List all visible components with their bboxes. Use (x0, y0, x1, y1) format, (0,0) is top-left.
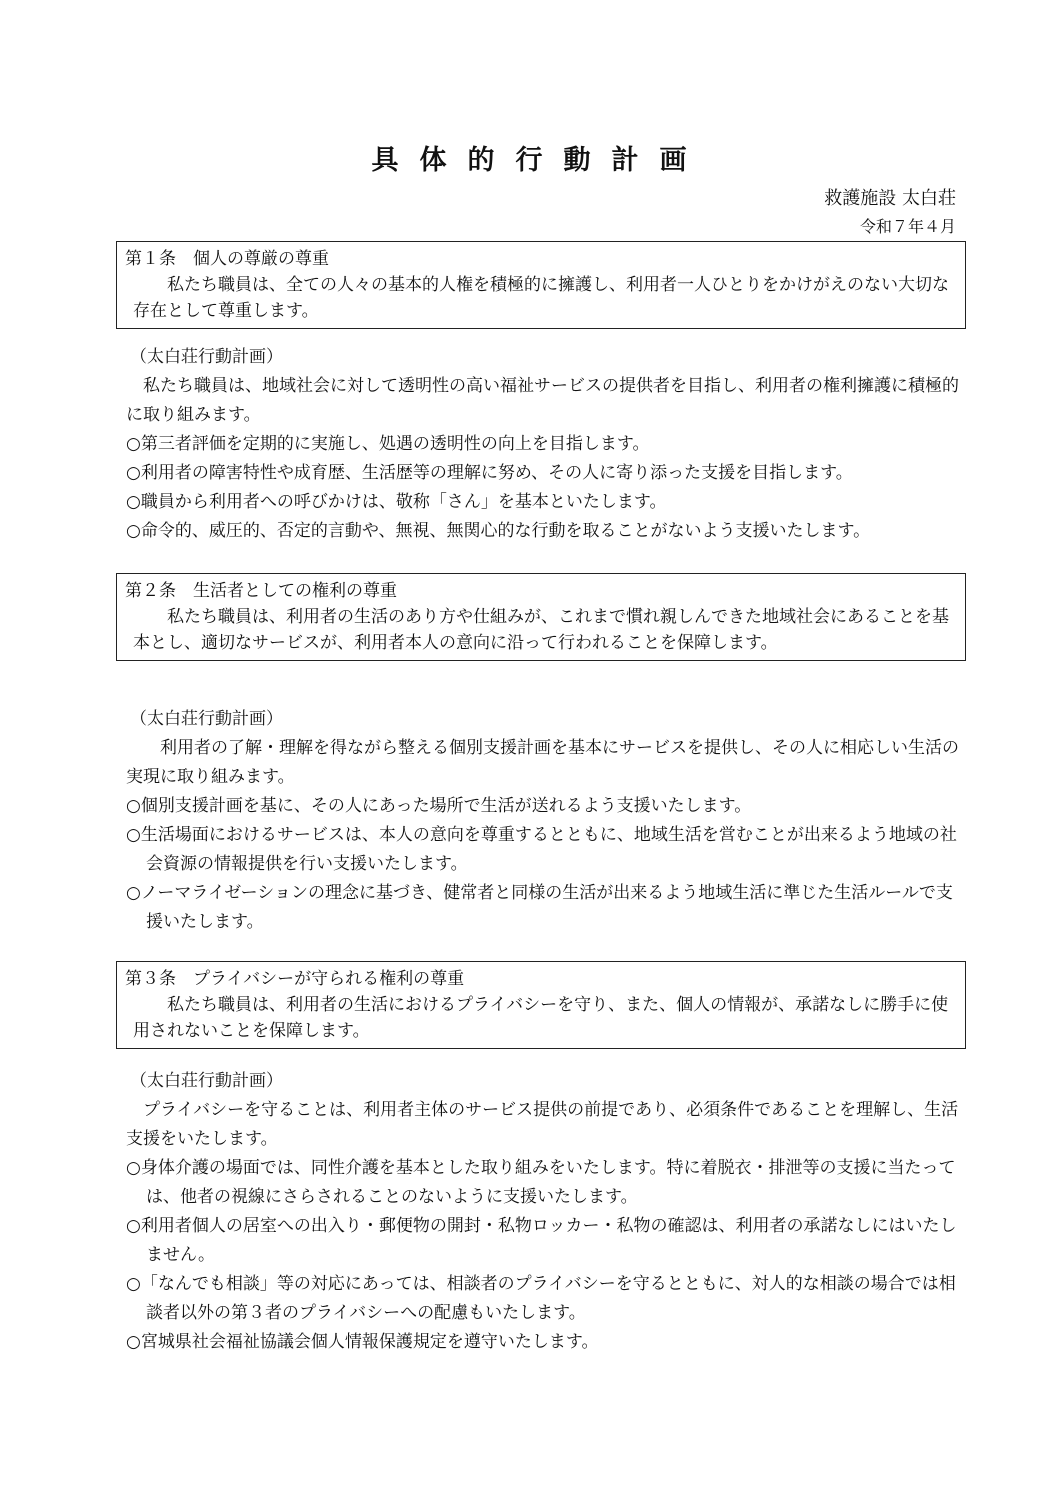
article-title: 第１条 個人の尊厳の尊重 (125, 249, 329, 269)
plan-2 (126, 705, 966, 937)
article-3-box (116, 961, 966, 1049)
plan-3 (126, 1067, 966, 1357)
plan-bullet: ○宮城県社会福祉協議会個人情報保護規定を遵守いたします。 (126, 1332, 599, 1352)
plan-bullet: ○命令的、威圧的、否定的言動や、無視、無関心的な行動を取ることがないよう支援いたします。 (126, 521, 871, 541)
article-body: 私たち職員は、利用者の生活のあり方や仕組みが、これまで慣れ親しんできた地域社会にあることを基本とし、適切なサービスが、利用者本人の意向に沿って行われることを保障します。 (133, 607, 949, 653)
plan-heading: （太白荘行動計画） (130, 1071, 283, 1091)
article-1-box (116, 241, 966, 329)
plan-bullet: ○ノーマライゼーションの理念に基づき、健常者と同様の生活が出来るよう地域生活に準じた生活ルールで支援いたします。 (126, 883, 953, 932)
article-2-box (116, 573, 966, 661)
plan-bullet: ○利用者の障害特性や成育歴、生活歴等の理解に努め、その人に寄り添った支援を目指します。 (126, 463, 853, 483)
plan-bullet: ○職員から利用者への呼びかけは、敬称「さん」を基本といたします。 (126, 492, 667, 512)
organization-name: 救護施設 太白荘 (824, 188, 956, 209)
plan-bullet: ○利用者個人の居室への出入り・郵便物の開封・私物ロッカー・私物の確認は、利用者の承諾なしにはいたしません。 (126, 1216, 957, 1265)
plan-heading: （太白荘行動計画） (130, 347, 283, 367)
plan-bullet: ○生活場面におけるサービスは、本人の意向を尊重するとともに、地域生活を営むことが出来るよう地域の社会資源の情報提供を行い支援いたします。 (126, 825, 957, 874)
article-body: 私たち職員は、全ての人々の基本的人権を積極的に擁護し、利用者一人ひとりをかけがえのない大切な存在として尊重します。 (133, 275, 949, 321)
article-title: 第２条 生活者としての権利の尊重 (125, 581, 397, 601)
plan-bullet: ○「なんでも相談」等の対応にあっては、相談者のプライバシーを守るとともに、対人的な相談の場合では相談者以外の第３者のプライバシーへの配慮もいたします。 (126, 1274, 956, 1323)
document-date: 令和７年４月 (859, 217, 956, 236)
plan-1 (126, 343, 966, 546)
plan-intro: 私たち職員は、地域社会に対して透明性の高い福祉サービスの提供者を目指し、利用者の権利擁護に積極的に取り組みます。 (126, 376, 959, 425)
article-body: 私たち職員は、利用者の生活におけるプライバシーを守り、また、個人の情報が、承諾なしに勝手に使用されないことを保障します。 (133, 995, 949, 1041)
plan-bullet: ○個別支援計画を基に、その人にあった場所で生活が送れるよう支援いたします。 (126, 796, 752, 816)
plan-intro: プライバシーを守ることは、利用者主体のサービス提供の前提であり、必須条件であることを理解し、生活支援をいたします。 (126, 1100, 959, 1149)
article-title: 第３条 プライバシーが守られる権利の尊重 (125, 969, 465, 989)
plan-bullet: ○第三者評価を定期的に実施し、処遇の透明性の向上を目指します。 (126, 434, 650, 454)
plan-heading: （太白荘行動計画） (130, 709, 283, 729)
plan-intro: 利用者の了解・理解を得ながら整える個別支援計画を基本にサービスを提供し、その人に相応しい生活の実現に取り組みます。 (126, 738, 959, 787)
page-title: 具体的行動計画 (371, 145, 708, 176)
plan-bullet: ○身体介護の場面では、同性介護を基本とした取り組みをいたします。特に着脱衣・排泄等の支援に当たっては、他者の視線にさらされることのないように支援いたします。 (126, 1158, 956, 1207)
